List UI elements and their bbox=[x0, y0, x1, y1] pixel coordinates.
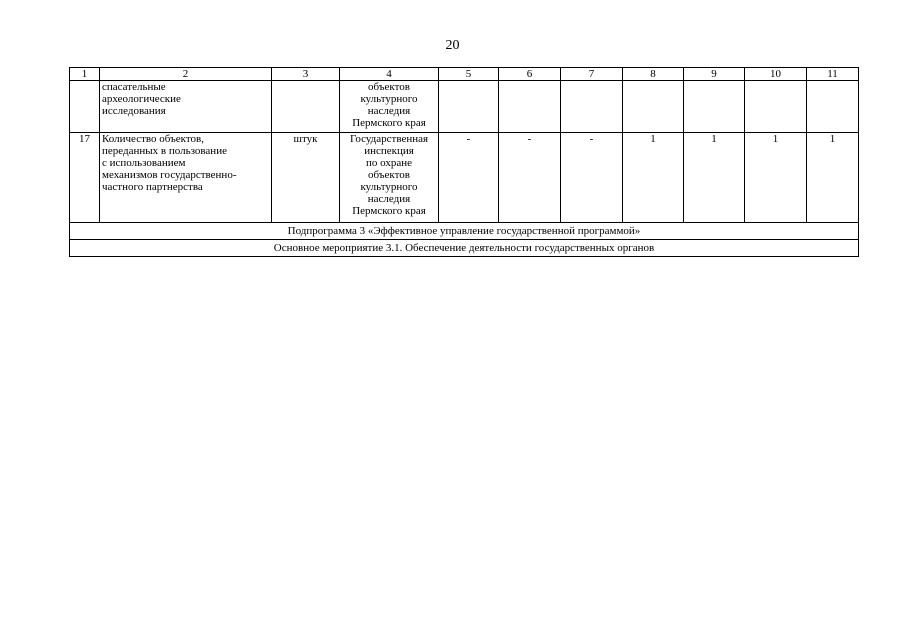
subprogram-row bbox=[70, 223, 859, 240]
unit bbox=[272, 81, 340, 133]
value-cell: - bbox=[439, 133, 499, 223]
table-row bbox=[70, 133, 859, 223]
column-header: 6 bbox=[499, 68, 561, 81]
column-header: 11 bbox=[807, 68, 859, 81]
value-cell: 1 bbox=[745, 133, 807, 223]
column-header: 2 bbox=[100, 68, 272, 81]
column-header: 5 bbox=[439, 68, 499, 81]
main-event-title: Основное мероприятие 3.1. Обеспечение деятельности государственных органов bbox=[70, 240, 859, 257]
value-cell bbox=[623, 81, 684, 133]
column-header: 8 bbox=[623, 68, 684, 81]
row-number: 17 bbox=[70, 133, 100, 223]
main-event-row bbox=[70, 240, 859, 257]
column-header: 9 bbox=[684, 68, 745, 81]
value-cell: - bbox=[499, 133, 561, 223]
indicator-name: Количество объектов, переданных в пользование с использованием механизмов государственно- частного партнерства bbox=[100, 133, 272, 223]
value-cell bbox=[807, 81, 859, 133]
value-cell: 1 bbox=[623, 133, 684, 223]
value-cell: 1 bbox=[807, 133, 859, 223]
value-cell bbox=[561, 81, 623, 133]
value-cell: 1 bbox=[684, 133, 745, 223]
table-row bbox=[70, 81, 859, 133]
page-number: 20 bbox=[445, 38, 460, 53]
value-cell bbox=[439, 81, 499, 133]
column-header: 10 bbox=[745, 68, 807, 81]
responsible-org: Государственная инспекция по охране объектов культурного наследия Пермского края bbox=[340, 133, 439, 223]
responsible-org: объектов культурного наследия Пермского края bbox=[340, 81, 439, 133]
column-number-row bbox=[70, 68, 859, 81]
column-header: 1 bbox=[70, 68, 100, 81]
value-cell bbox=[745, 81, 807, 133]
subprogram-title: Подпрограмма 3 «Эффективное управление государственной программой» bbox=[70, 223, 859, 240]
column-header: 3 bbox=[272, 68, 340, 81]
column-header: 4 bbox=[340, 68, 439, 81]
value-cell: - bbox=[561, 133, 623, 223]
row-number bbox=[70, 81, 100, 133]
indicator-name: спасательные археологические исследования bbox=[100, 81, 272, 133]
column-header: 7 bbox=[561, 68, 623, 81]
value-cell bbox=[499, 81, 561, 133]
indicators-table bbox=[69, 67, 859, 257]
unit: штук bbox=[272, 133, 340, 223]
value-cell bbox=[684, 81, 745, 133]
